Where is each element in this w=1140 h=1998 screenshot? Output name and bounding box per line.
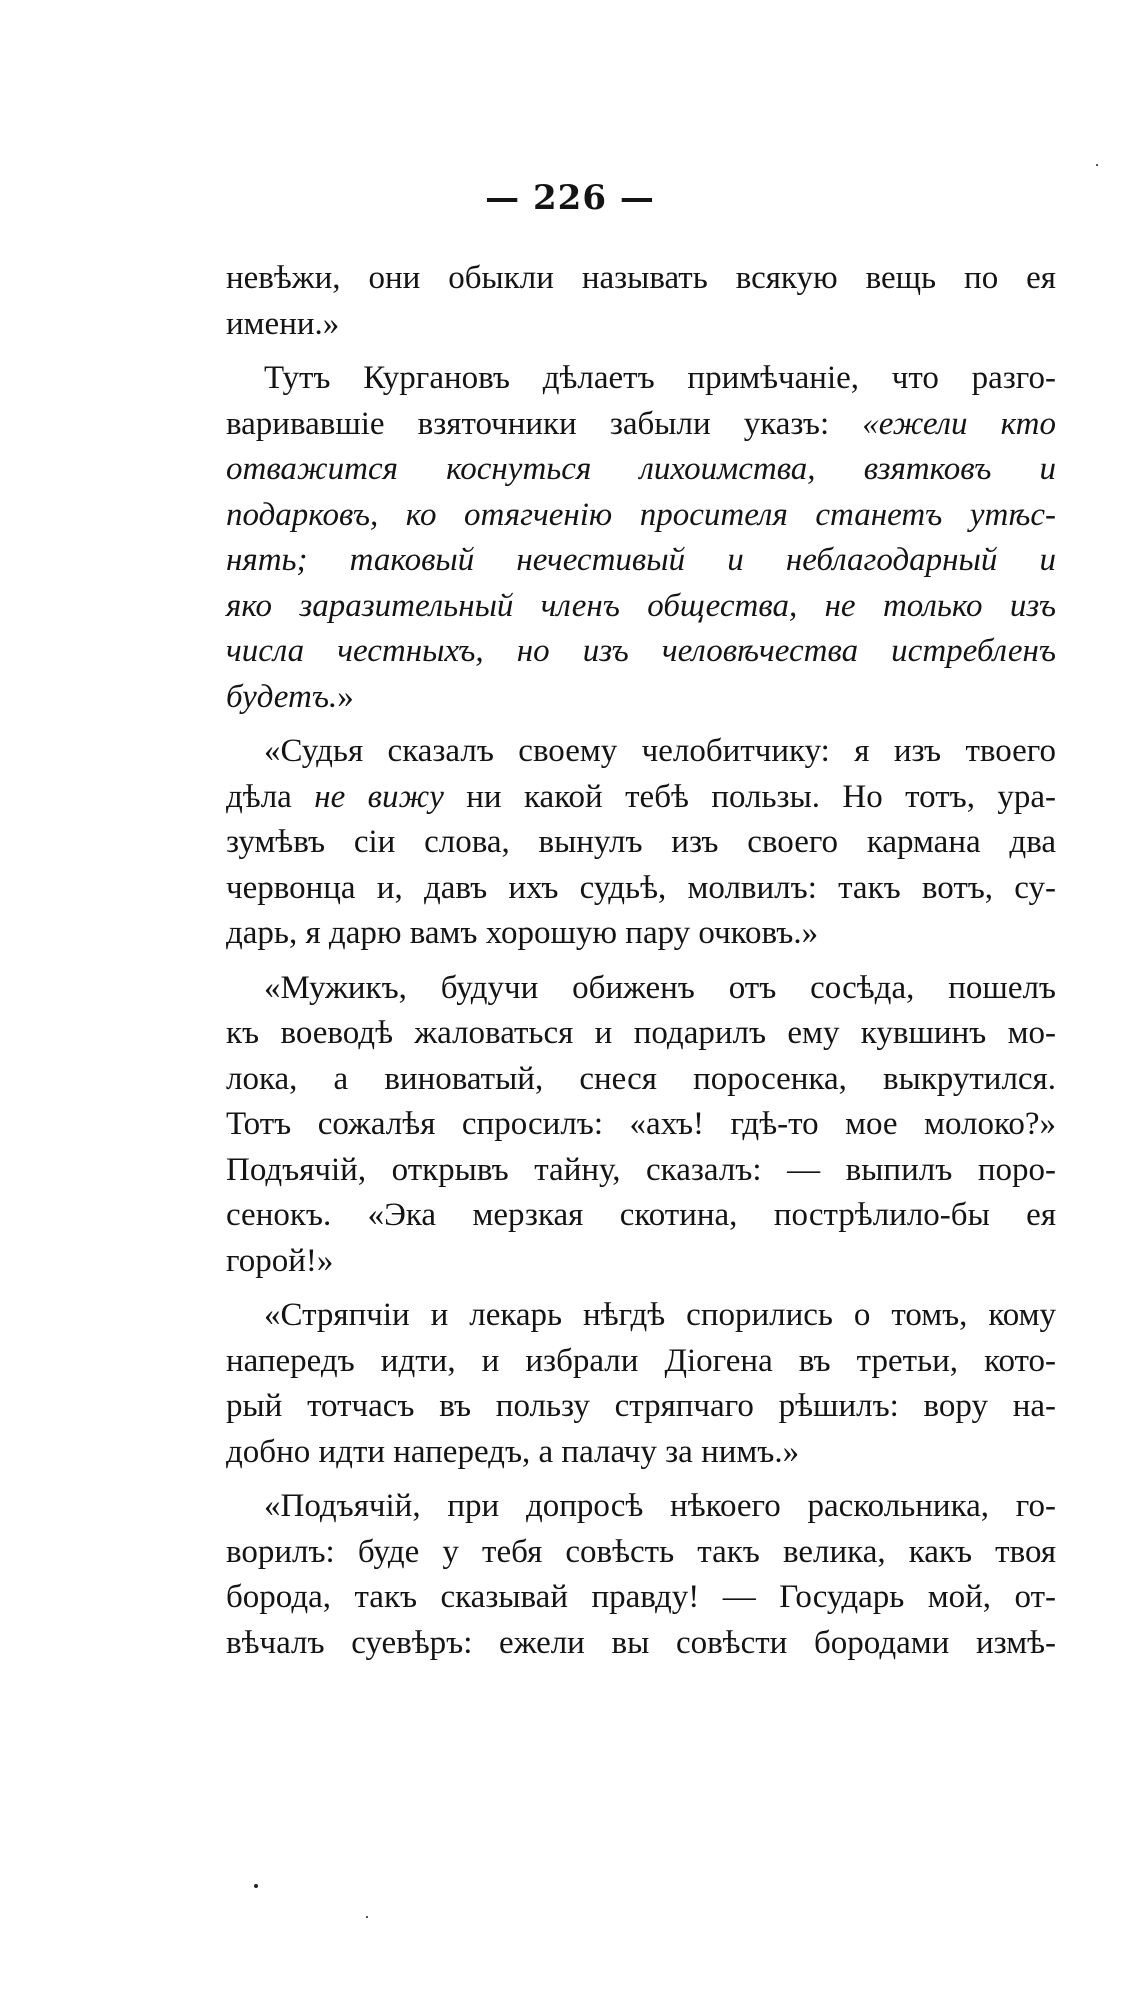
paragraph-first-line — [226, 729, 1056, 775]
text-run: горой!» — [226, 1242, 334, 1279]
paragraph-first-line — [226, 356, 1056, 402]
text-line — [226, 629, 1056, 675]
text-run: «Подъячій, при допросѣ нѣкоего раскольника, го- — [264, 1488, 1056, 1524]
text-run: борода, такъ сказывай правду! — Государь мой, от- — [226, 1579, 1056, 1615]
paragraph-first-line — [226, 1484, 1056, 1530]
italic-text-run: яко заразительный членъ общества, не только изъ — [226, 587, 1056, 624]
text-line — [226, 1621, 1056, 1667]
text-run: «Мужикъ, будучи обиженъ отъ сосѣда, пошелъ — [264, 969, 1056, 1006]
text-line — [226, 447, 1056, 493]
text-run: ни какой тебѣ пользы. Но тотъ, ура- — [443, 778, 1057, 815]
paragraph-first-line — [226, 966, 1056, 1012]
italic-text-run: числа честныхъ, но изъ человѣчества истребленъ — [226, 633, 1056, 669]
text-run: » — [337, 678, 354, 715]
text-line — [226, 1011, 1056, 1057]
text-run: «Стряпчіи и лекарь нѣгдѣ спорились о томъ, кому — [264, 1297, 1056, 1333]
text-run: «Судья сказалъ своему челобитчику: я изъ твоего — [264, 733, 1056, 769]
text-run: невѣжи, они обыкли называть всякую вещь по ея — [226, 260, 1056, 296]
text-run: дарь, я дарю вамъ хорошую пару очковъ.» — [226, 915, 819, 951]
text-line — [226, 1430, 1056, 1476]
scan-speck — [366, 1916, 368, 1918]
text-run: лока, а виноватый, снеся поросенка, выкрутился. — [226, 1060, 1056, 1097]
text-run: зумѣвъ сіи слова, вынулъ изъ своего кармана два — [226, 824, 1056, 860]
italic-text-run: будетъ. — [226, 678, 338, 715]
text-line — [226, 584, 1056, 630]
text-line — [226, 1384, 1056, 1430]
text-run: дѣла — [226, 778, 315, 815]
italic-text-run: подарковъ, ко отягченію просителя станетъ утѣс- — [226, 496, 1056, 533]
text-line — [226, 1148, 1056, 1194]
text-line — [226, 1530, 1056, 1576]
text-line — [226, 538, 1056, 584]
paragraph-first-line — [226, 1293, 1056, 1339]
text-run: Тутъ Кургановъ дѣлаетъ примѣчаніе, что разго- — [264, 360, 1056, 396]
text-line — [226, 1239, 1056, 1285]
text-run: рый тотчасъ въ пользу стряпчаго рѣшилъ: вору на- — [226, 1388, 1056, 1424]
italic-text-run: «ежели кто — [862, 405, 1057, 442]
text-line — [226, 820, 1056, 866]
text-line — [226, 1102, 1056, 1148]
text-run: червонца и, давъ ихъ судьѣ, молвилъ: такъ вотъ, су- — [226, 869, 1056, 906]
text-run: сенокъ. «Эка мерзкая скотина, пострѣлило-бы ея — [226, 1197, 1056, 1233]
italic-text-run: нять; таковый нечестивый и неблагодарный и — [226, 542, 1056, 578]
text-line — [226, 1575, 1056, 1621]
text-line — [226, 911, 1056, 957]
body-text — [226, 256, 1056, 1666]
text-line — [226, 775, 1056, 821]
text-run: къ воеводѣ жаловаться и подарилъ ему кувшинъ мо- — [226, 1015, 1056, 1051]
italic-text-run: отважится коснуться лихоимства, взятковъ и — [226, 451, 1056, 487]
paragraph-first-line — [226, 256, 1056, 302]
text-run: Тотъ сожалѣя спросилъ: «ахъ! гдѣ-то мое молоко?» — [226, 1106, 1056, 1142]
italic-text-run: не вижу — [314, 778, 444, 815]
text-line — [226, 675, 1056, 721]
text-line — [226, 493, 1056, 539]
text-line — [226, 866, 1056, 912]
text-run: добно идти напередъ, а палачу за нимъ.» — [226, 1433, 800, 1470]
text-line — [226, 1057, 1056, 1103]
text-run: имени.» — [226, 305, 340, 342]
scan-speck — [254, 1884, 258, 1888]
text-run: варивавшіе взяточники забыли указъ: — [226, 405, 863, 442]
text-run: напередъ идти, и избрали Діогена въ третьи, кото- — [226, 1342, 1056, 1379]
page-number: — 226 — — [485, 178, 655, 218]
text-run: вѣчалъ суевѣръ: ежели вы совѣсти бородами измѣ- — [226, 1624, 1056, 1661]
scan-speck — [1096, 164, 1098, 166]
text-line — [226, 402, 1056, 448]
text-run: ворилъ: буде у тебя совѣсть такъ велика, какъ твоя — [226, 1533, 1056, 1570]
text-line — [226, 1193, 1056, 1239]
text-line — [226, 1339, 1056, 1385]
text-run: Подъячій, открывъ тайну, сказалъ: — выпилъ поро- — [226, 1151, 1056, 1188]
text-line — [226, 302, 1056, 348]
